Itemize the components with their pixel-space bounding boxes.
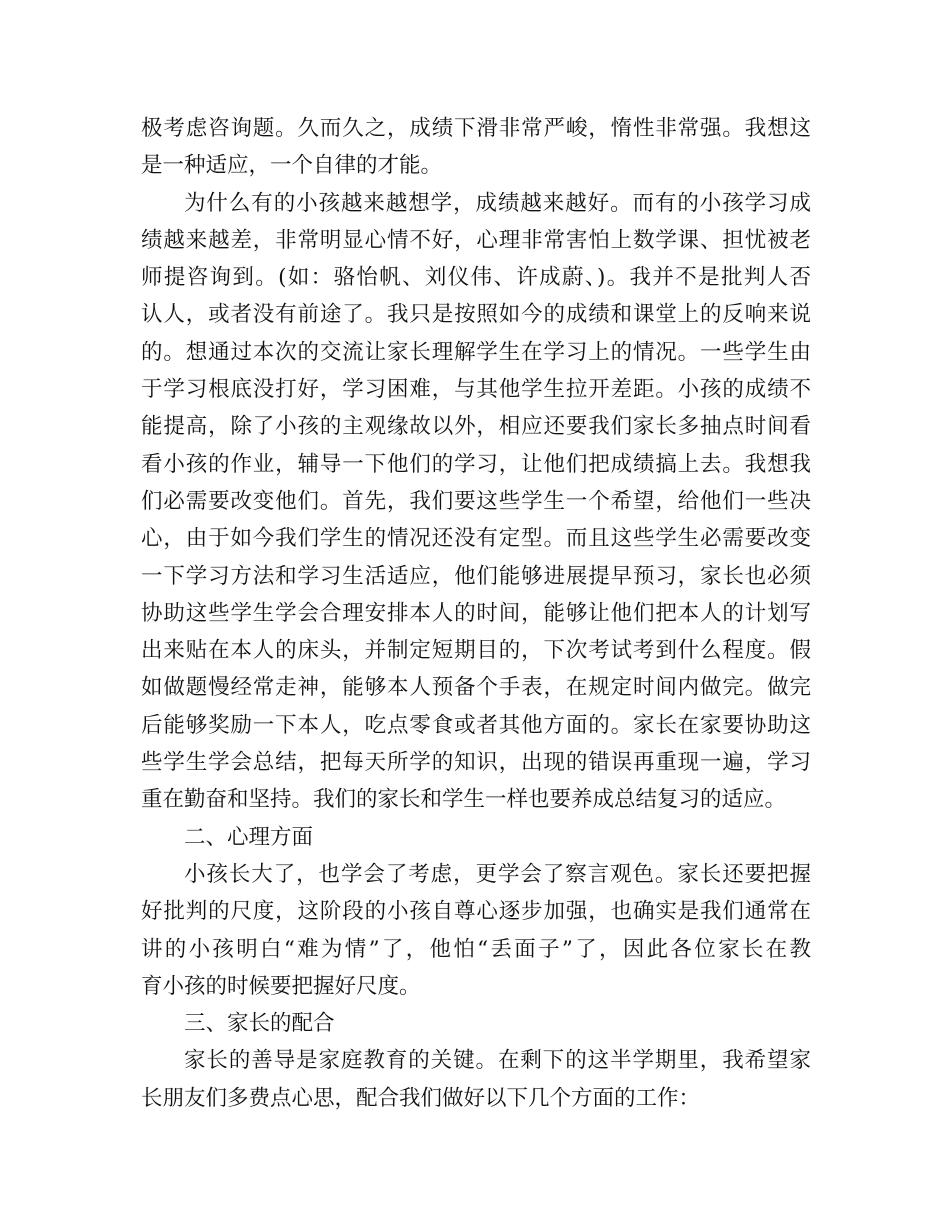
text-line: 协助这些学生学会合理安排本人的时间，能够让他们把本人的计划写 — [141, 600, 811, 626]
text-line: 好批判的尺度，这阶段的小孩自尊心逐步加强，也确实是我们通常在 — [141, 899, 811, 925]
text-line: 极考虑咨询题。久而久之，成绩下滑非常严峻，惰性非常强。我想这 — [141, 116, 811, 141]
paragraph-1 — [141, 110, 811, 185]
text-line: 后能够奖励一下本人，吃点零食或者其他方面的。家长在家要协助这 — [141, 712, 811, 738]
text-line: 能提高，除了小孩的主观缘故以外，相应还要我们家长多抽点时间看 — [141, 414, 811, 440]
text-line: 绩越来越差，非常明显心情不好，心理非常害怕上数学课、担忧被老 — [141, 227, 811, 253]
text-line: 长朋友们多费点心思，配合我们做好以下几个方面的工作： — [141, 1085, 701, 1111]
text-line: 看小孩的作业，辅导一下他们的学习，让他们把成绩搞上去。我想我 — [141, 451, 811, 477]
text-line: 的。想通过本次的交流让家长理解学生在学习上的情况。一些学生由 — [141, 339, 811, 365]
paragraph-4 — [141, 1042, 811, 1117]
text-line: 师提咨询到。(如：骆怡帆、刘仪伟、许成蔚、)。我并不是批判人否 — [141, 265, 811, 291]
document-body — [141, 110, 811, 1117]
paragraph-3 — [141, 856, 811, 1005]
section-heading-parent-cooperation: 三、家长的配合 — [184, 1011, 335, 1037]
text-line: 于学习根底没打好，学习困难，与其他学生拉开差距。小孩的成绩不 — [141, 377, 811, 403]
text-line: 如做题慢经常走神，能够本人预备个手表，在规定时间内做完。做完 — [141, 675, 811, 701]
text-line: 出来贴在本人的床头，并制定短期目的，下次考试考到什么程度。假 — [141, 638, 811, 664]
text-line: 是一种适应，一个自律的才能。 — [141, 153, 443, 179]
section-heading-psychology: 二、心理方面 — [184, 824, 314, 850]
text-line: 家长的善导是家庭教育的关键。在剩下的这半学期里，我希望家 — [184, 1048, 811, 1074]
text-line: 心，由于如今我们学生的情况还没有定型。而且这些学生必需要改变 — [141, 526, 811, 552]
text-line: 些学生学会总结，把每天所学的知识，出现的错误再重现一遍，学习 — [141, 750, 811, 776]
text-line: 小孩长大了，也学会了考虑，更学会了察言观色。家长还要把握 — [184, 861, 811, 887]
paragraph-2 — [141, 185, 811, 819]
text-line: 们必需要改变他们。首先，我们要这些学生一个希望，给他们一些决 — [141, 488, 811, 514]
text-line: 为什么有的小孩越来越想学，成绩越来越好。而有的小孩学习成 — [184, 190, 811, 216]
text-line: 一下学习方法和学习生活适应，他们能够进展提早预习，家长也必须 — [141, 563, 811, 589]
text-line: 重在勤奋和坚持。我们的家长和学生一样也要养成总结复习的适应。 — [141, 787, 787, 813]
text-line: 讲的小孩明白“难为情”了，他怕“丢面子”了，因此各位家长在教 — [141, 936, 811, 962]
text-line: 育小孩的时候要把握好尺度。 — [141, 973, 421, 999]
text-line: 认人，或者没有前途了。我只是按照如今的成绩和课堂上的反响来说 — [141, 302, 811, 328]
